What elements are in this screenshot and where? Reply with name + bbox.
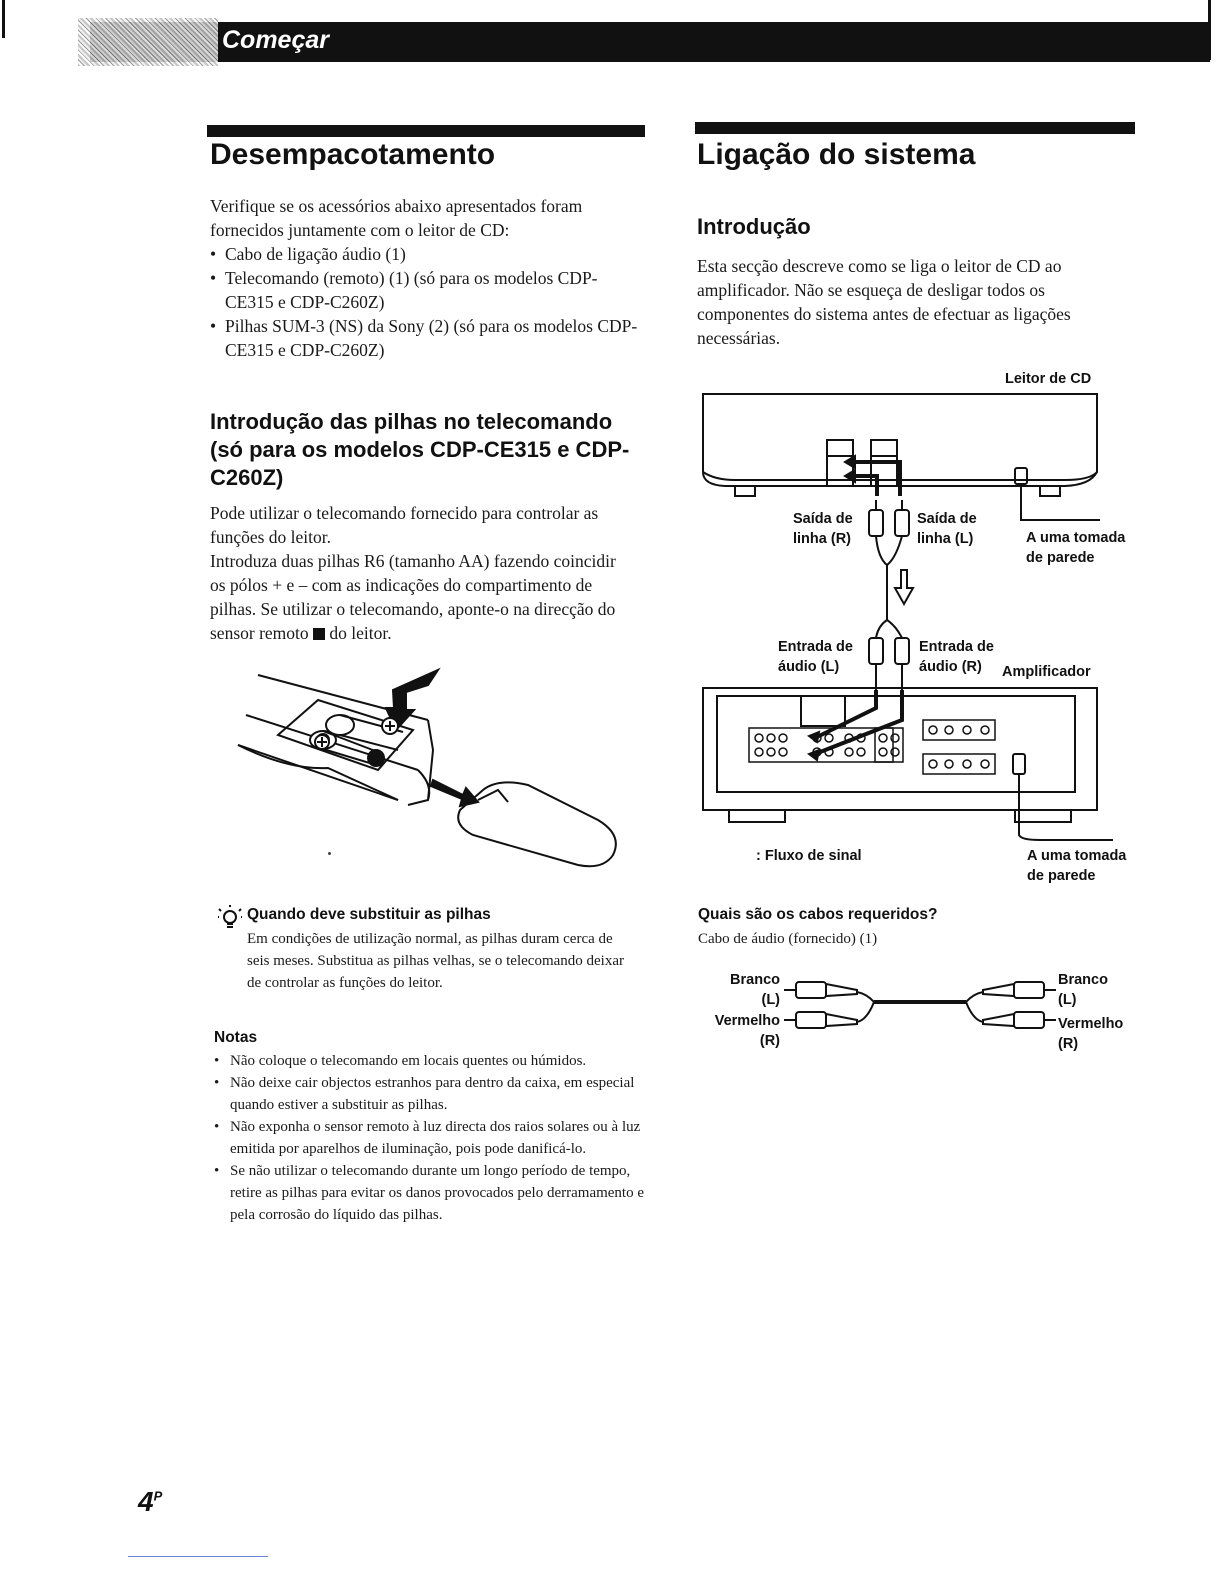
unpack-intro: Verifique se os acessórios abaixo apresentados foram fornecidos juntamente com o leitor de CD: [210,196,583,240]
unpack-section [210,194,640,362]
crop-mark [2,0,5,38]
cable-red-right-label: Vermelho (R) [1058,1016,1124,1052]
remote-battery-illustration [228,660,628,875]
batteries-section [210,501,635,645]
batteries-heading: Introdução das pilhas no telecomando (só para os modelos CDP-CE315 e CDP-C260Z) [210,409,630,490]
unpack-heading: Desempacotamento [210,138,496,171]
heading-rule [207,125,645,137]
audio-in-r-label: Entrada de áudio (R) [919,639,994,675]
page-number: $4^P$ [138,1486,163,1517]
bottom-rule [128,1556,268,1557]
line-out-r-label: Saída de linha (R) [793,511,853,547]
heading-rule [695,122,1135,134]
connection-diagram [695,390,1125,850]
list-item: • Se não utilizar o telecomando durante um longo período de tempo, retire as pilhas para evitar os danos provocados pelo derramamento e pela corrosão do líquido das pilhas. [214,1160,654,1226]
audio-cable-illustration [782,972,1058,1036]
notes-list [214,1050,654,1226]
remote-sensor-icon [313,628,325,640]
lightbulb-icon [218,905,242,931]
batteries-para-2: Introduza duas pilhas R6 (tamanho AA) fazendo coincidir os pólos + e – com as indicações do compartimento de pilhas. Se utilizar o telecomando, aponte-o na direcção do sensor remoto do leitor. [210,551,616,643]
cables-heading: Quais são os cabos requeridos? [698,906,938,923]
amplifier-label: Amplificador [1002,664,1091,680]
intro-heading: Introdução [697,214,811,239]
wall-outlet-label: A uma tomada de parede [1026,530,1126,566]
list-item: • Não coloque o telecomando em locais quentes ou húmidos. [214,1050,654,1072]
list-item: • Não exponha o sensor remoto à luz directa dos raios solares ou à luz emitida por aparelhos de iluminação, pois pode danificá-lo. [214,1116,654,1160]
system-heading: Ligação do sistema [697,138,976,171]
wall-outlet-label: A uma tomada de parede [1027,848,1127,884]
intro-text: Esta secção descreve como se liga o leitor de CD ao amplificador. Não se esqueça de desligar todos os componentes do sistema antes de efectuar as ligações necessárias. [697,256,1071,348]
cable-white-left-label: Branco (L) [730,972,780,1008]
list-item: • Não deixe cair objectos estranhos para dentro da caixa, em especial quando estiver a substituir as pilhas. [214,1072,654,1116]
cable-red-left-label: Vermelho (R) [714,1013,780,1049]
cables-text: Cabo de áudio (fornecido) (1) [698,931,878,947]
cd-player-label: Leitor de CD [1005,371,1092,387]
accessory-list [210,242,640,362]
list-item: • Pilhas SUM-3 (NS) da Sony (2) (só para os modelos CDP-CE315 e CDP-C260Z) [210,314,640,362]
audio-in-l-label: Entrada de áudio (L) [778,639,853,675]
signal-flow-label: : Fluxo de sinal [756,848,862,864]
list-item: • Cabo de ligação áudio (1) [210,242,640,266]
scan-dot [328,852,331,855]
notes-heading: Notas [214,1029,258,1046]
tip-text: Em condições de utilização normal, as pilhas duram cerca de seis meses. Substitua as pilhas velhas, se o telecomando deixar de controlar as funções do leitor. [247,931,624,991]
header-texture [78,18,218,66]
list-item: • Telecomando (remoto) (1) (só para os modelos CDP-CE315 e CDP-C260Z) [210,266,640,314]
batteries-para-1: Pode utilizar o telecomando fornecido para controlar as funções do leitor. [210,503,599,547]
tip-heading: Quando deve substituir as pilhas [247,906,491,923]
line-out-l-label: Saída de linha (L) [917,511,977,547]
section-title: Começar [222,26,329,54]
cable-white-right-label: Branco (L) [1058,972,1108,1008]
